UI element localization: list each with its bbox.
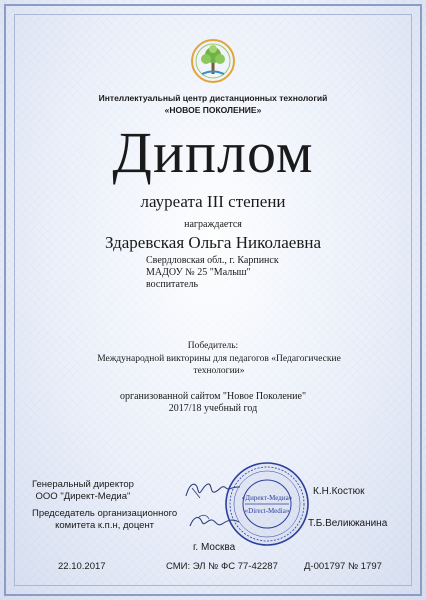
recipient-position: воспитатель	[146, 279, 199, 290]
chair-signature	[187, 510, 243, 532]
recipient-location: Свердловская обл., г. Карпинск	[146, 255, 279, 266]
director-name: К.Н.Костюк	[313, 486, 365, 497]
director-title	[32, 479, 134, 503]
chair-name: Т.Б.Великжанина	[308, 518, 388, 529]
stamp-text-en: «Direct-Media»	[244, 507, 290, 515]
winner-label: Победитель:	[187, 341, 239, 351]
diploma-title: Диплом	[112, 120, 314, 185]
organized-by: организованной сайтом "Новое Поколение"	[119, 391, 307, 402]
media-registration: СМИ: ЭЛ № ФС 77-42287	[166, 561, 278, 572]
director-title-line1: Генеральный директор	[32, 479, 134, 490]
director-title-line2: ООО "Директ-Медиа"	[35, 491, 131, 502]
chair-title	[32, 508, 177, 532]
awarded-label: награждается	[184, 219, 242, 230]
organization-brand: «НОВОЕ ПОКОЛЕНИЕ»	[164, 105, 262, 115]
contest-name: Международной викторины для педагогов «Педагогические технологии»	[97, 354, 341, 376]
stamp-seal	[224, 461, 310, 547]
recipient-info	[146, 255, 279, 291]
director-signature	[182, 478, 244, 502]
recipient-name: Здаревская Ольга Николаевна	[105, 233, 321, 252]
city: г. Москва	[193, 542, 236, 553]
issue-date: 22.10.2017	[58, 561, 106, 572]
recipient-institution: МАДОУ № 25 "Малыш"	[146, 267, 251, 278]
chair-title-line2: комитета к.п.н, доцент	[55, 520, 155, 531]
organization-name: Интеллектуальный центр дистанционных технологий	[98, 93, 328, 103]
tree-logo-icon	[190, 38, 236, 84]
award-degree: лауреата III степени	[140, 192, 286, 211]
stamp-text-ru: «Директ-Медиа»	[241, 494, 293, 502]
school-year: 2017/18 учебный год	[168, 403, 258, 414]
diploma-number: Д-001797 № 1797	[304, 561, 382, 572]
chair-title-line1: Председатель организационного	[32, 508, 178, 519]
